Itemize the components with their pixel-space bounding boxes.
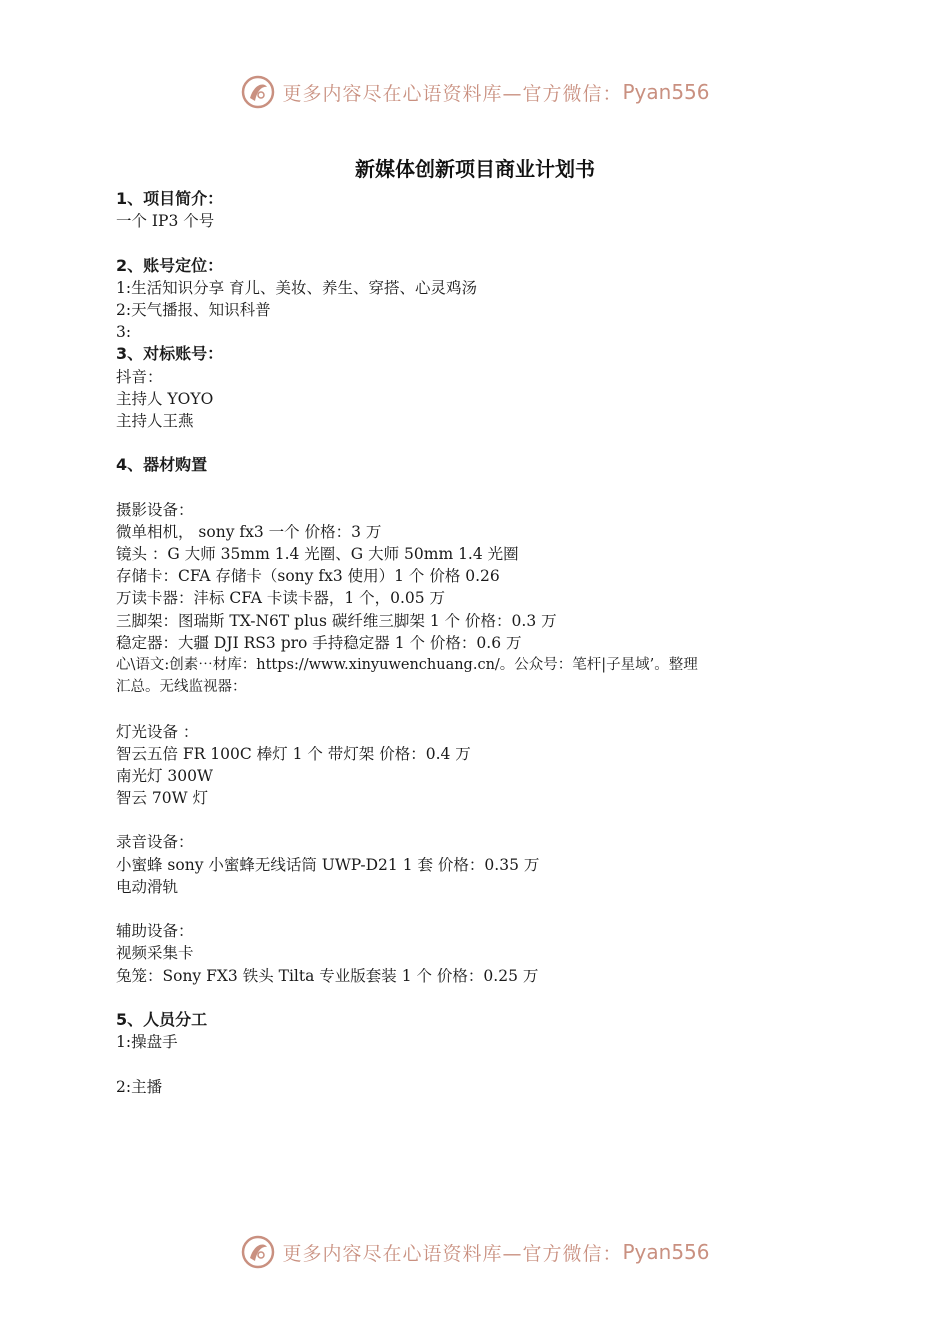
source-note-line: 汇总。无线监视器： [116,679,247,696]
positioning-line: 2:天气播报、知识科普 [116,300,271,319]
section-heading-staff: 5、人员分工 [116,1009,208,1029]
watermark-wechat-id: Pyan556 [622,1240,710,1264]
source-note-line: 心\语文:创素⋯材库：https://www.xinyuwenchuang.cn/。公众号：笔杆|子星域’。整理 [116,656,698,673]
staff-line: 1:操盘手 [116,1033,178,1052]
watermark-wechat-id: Pyan556 [622,80,710,104]
auxiliary-equipment-label: 辅助设备： [116,922,194,941]
audio-equipment-line: 电动滑轨 [116,877,179,896]
photo-equipment-line: 稳定器：大疆 DJI RS3 pro 手持稳定器 1 个 价格：0.6 万 [116,633,522,652]
lighting-equipment-line: 智云 70W 灯 [116,789,209,808]
document-body [116,188,856,1098]
section-heading-intro: 1、项目简介： [116,189,224,208]
section-heading-benchmark: 3、对标账号： [116,344,224,364]
photo-equipment-line: 存储卡：CFA 存储卡（sony fx3 使用）1 个 价格 0.26 [116,567,500,586]
section-heading-positioning: 2、账号定位： [116,255,224,275]
photo-equipment-label: 摄影设备： [116,500,194,519]
lighting-equipment-line: 智云五倍 FR 100C 棒灯 1 个 带灯架 价格：0.4 万 [116,744,471,763]
auxiliary-equipment-line: 兔笼：Sony FX3 铁头 Tilta 专业版套装 1 个 价格：0.25 万 [116,966,539,985]
audio-equipment-label: 录音设备： [116,833,194,852]
section-heading-equipment: 4、器材购置 [116,455,208,475]
audio-equipment-line: 小蜜蜂 sony 小蜜蜂无线话筒 UWP-D21 1 套 价格：0.35 万 [116,855,540,874]
benchmark-line: 主持人王燕 [116,411,194,430]
logo-icon [240,74,276,110]
photo-equipment-line: 镜头 ：G 大师 35mm 1.4 光圈、G 大师 50mm 1.4 光圈 [116,545,519,563]
positioning-line: 1:生活知识分享 育儿、美妆、养生、穿搭、心灵鸡汤 [116,278,478,297]
positioning-line: 3: [116,323,132,342]
document-title: 新媒体创新项目商业计划书 [355,157,595,181]
photo-equipment-line: 万读卡器：沣标 CFA 卡读卡器，1 个，0.05 万 [116,589,446,608]
photo-equipment-line: 微单相机， sony fx3 一个 价格：3 万 [116,522,382,541]
logo-icon [240,1234,276,1270]
watermark-footer [0,1232,950,1272]
staff-line: 2:主播 [116,1077,163,1096]
benchmark-line: 主持人 YOYO [116,389,214,408]
watermark-text: 更多内容尽在心语资料库—官方微信： [282,1242,623,1265]
lighting-equipment-label: 灯光设备 ： [116,722,199,741]
photo-equipment-line: 三脚架：图瑞斯 TX-N6T plus 碳纤维三脚架 1 个 价格：0.3 万 [116,611,557,630]
lighting-equipment-line: 南光灯 300W [116,766,213,785]
intro-line: 一个 IP3 个号 [116,212,215,231]
watermark-text: 更多内容尽在心语资料库—官方微信： [282,82,623,105]
benchmark-line: 抖音： [116,367,163,386]
watermark-header [0,72,950,112]
auxiliary-equipment-line: 视频采集卡 [116,944,194,963]
